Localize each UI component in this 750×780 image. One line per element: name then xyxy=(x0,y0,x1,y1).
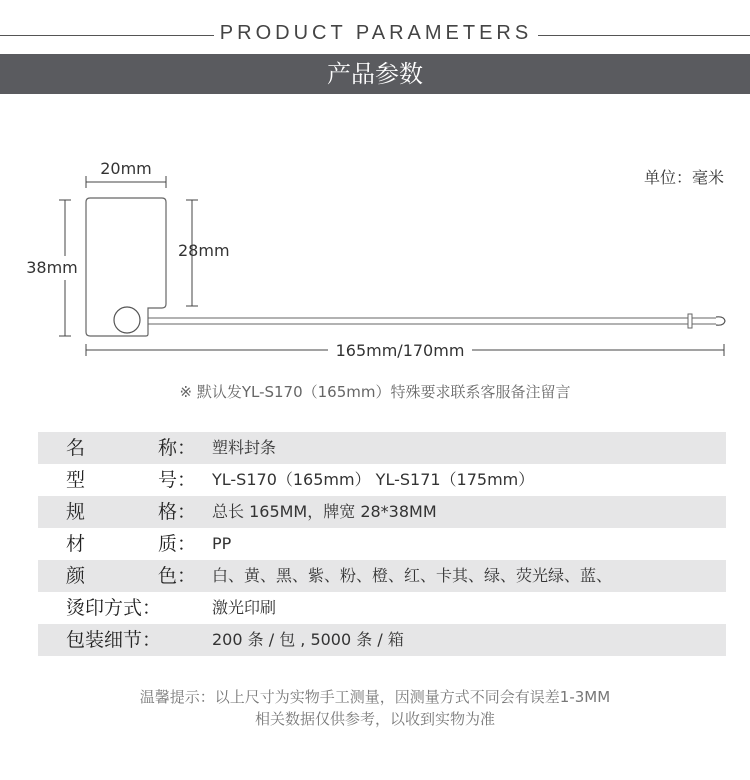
strap-tip xyxy=(716,317,725,325)
english-title: PRODUCT PARAMETERS xyxy=(219,22,533,44)
length-label: 165mm/170mm xyxy=(335,341,465,360)
param-value: YL-S170（165mm） YL-S171（175mm） xyxy=(212,470,535,489)
param-label: 材 质： xyxy=(66,533,196,555)
param-row-color xyxy=(38,560,726,592)
english-header xyxy=(0,20,750,52)
header-divider-left xyxy=(0,35,214,36)
param-label: 规 格： xyxy=(66,501,196,523)
param-label: 烫印方式： xyxy=(66,597,162,619)
param-label: 颜 色： xyxy=(66,565,196,587)
param-row-model xyxy=(38,464,726,496)
measurement-tip xyxy=(0,686,750,730)
param-label: 名 称： xyxy=(66,437,196,459)
param-value: 塑料封条 xyxy=(212,438,277,457)
unit-label: 单位：毫米 xyxy=(643,168,724,187)
inner-height-label: 28mm xyxy=(178,241,230,260)
param-value: 总长 165MM，牌宽 28*38MM xyxy=(212,502,437,521)
param-label: 包装细节： xyxy=(66,629,162,651)
default-size-note: ※ 默认发YL-S170（165mm）特殊要求联系客服备注留言 xyxy=(179,383,571,401)
parameter-table xyxy=(38,432,726,656)
param-row-material xyxy=(38,528,726,560)
param-row-spec xyxy=(38,496,726,528)
section-title-bar: 产品参数 xyxy=(0,54,750,94)
header-divider-right xyxy=(538,35,750,36)
param-value: 白、黄、黑、紫、粉、橙、红、卡其、绿、荧光绿、蓝、 xyxy=(212,566,613,585)
param-value: PP xyxy=(212,534,232,553)
param-row-name xyxy=(38,432,726,464)
param-row-printing xyxy=(38,592,726,624)
tip-line-2: 相关数据仅供参考，以收到实物为准 xyxy=(254,710,495,728)
locking-hole xyxy=(114,307,140,333)
param-label: 型 号： xyxy=(66,469,196,491)
tip-line-1: 温馨提示：以上尺寸为实物手工测量，因测量方式不同会有误差1-3MM xyxy=(139,688,611,706)
height-label: 38mm xyxy=(26,258,78,277)
strap-barb xyxy=(688,314,692,328)
param-value: 200 条 / 包 , 5000 条 / 箱 xyxy=(212,630,404,649)
param-row-packaging xyxy=(38,624,726,656)
width-label: 20mm xyxy=(100,159,152,178)
param-value: 激光印刷 xyxy=(212,598,277,617)
product-dimension-drawing xyxy=(0,120,750,380)
